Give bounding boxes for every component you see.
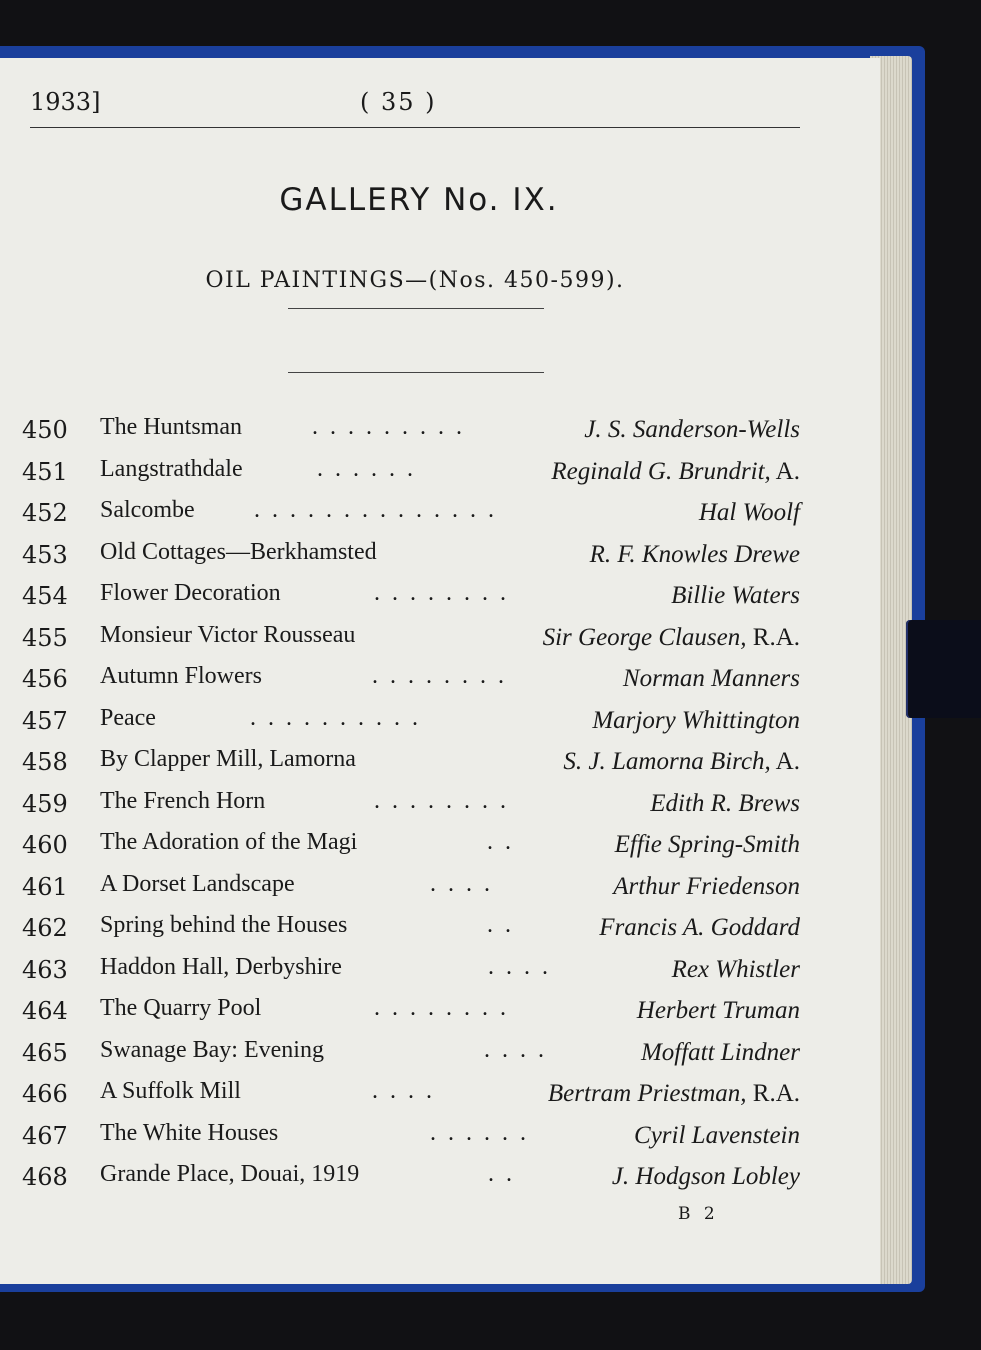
catalogue-list [22, 412, 800, 1201]
page-number: ( 35 ) [360, 88, 437, 116]
section-title: OIL PAINTINGS—(Nos. 450-599). [205, 268, 625, 293]
entry-number: 454 [22, 582, 68, 610]
entry-number: 458 [22, 748, 68, 776]
catalogue-entry [22, 993, 800, 1035]
entry-number: 467 [22, 1121, 68, 1150]
entry-artist [563, 748, 800, 776]
leader-dots: . . . . . . . . . [312, 414, 465, 440]
entry-artist [543, 624, 800, 652]
entry-number: 453 [22, 540, 68, 569]
artist-name: R. F. Knowles Drewe [589, 540, 800, 568]
entry-number: 463 [22, 955, 68, 984]
entry-artist [584, 416, 800, 444]
entry-title: Old Cottages—Berkhamsted [100, 538, 377, 565]
catalogue-entry [22, 744, 800, 786]
leader-dots: . . [487, 912, 514, 938]
entry-title: The Quarry Pool [100, 995, 262, 1021]
leader-dots: . . . . . . . . [374, 787, 509, 814]
entry-artist [634, 1122, 800, 1150]
entry-title: A Dorset Landscape [100, 870, 295, 897]
entry-title: The Huntsman [100, 414, 242, 440]
entry-number: 455 [22, 623, 68, 652]
entry-title: Grande Place, Douai, 1919 [100, 1161, 360, 1187]
entry-title: The White Houses [100, 1119, 279, 1146]
entry-title: The French Horn [100, 787, 266, 814]
leader-dots: . . . . . . [430, 1119, 529, 1146]
entry-artist [671, 582, 800, 610]
bookmark-ribbon [906, 620, 981, 718]
entry-number: 464 [22, 997, 68, 1025]
entry-number: 456 [22, 665, 68, 693]
artist-name: Herbert Truman [636, 997, 800, 1024]
entry-title: Spring behind the Houses [100, 912, 348, 938]
artist-name: Edith R. Brews [650, 789, 800, 817]
entry-title: Langstrathdale [100, 455, 243, 482]
entry-artist [615, 831, 800, 859]
catalogue-entry [22, 537, 800, 579]
catalogue-entry [22, 1159, 800, 1201]
entry-title: The Adoration of the Magi [100, 829, 358, 855]
entry-artist [672, 956, 800, 984]
artist-name: Marjory Whittington [592, 706, 800, 734]
artist-suffix: A. [770, 748, 800, 775]
gallery-title: GALLERY No. IX. [279, 182, 559, 218]
leader-dots: . . [487, 829, 514, 855]
entry-number: 465 [22, 1038, 68, 1067]
catalogue-entry [22, 1076, 800, 1118]
leader-dots: . . . . . . . . [374, 580, 509, 606]
artist-name: S. J. Lamorna Birch, [563, 748, 771, 775]
entry-number: 462 [22, 914, 68, 942]
catalogue-entry [22, 952, 800, 994]
entry-number: 457 [22, 706, 68, 735]
entry-number: 468 [22, 1163, 68, 1191]
entry-artist [623, 665, 800, 693]
entry-artist [641, 1039, 800, 1067]
catalogue-entry [22, 1035, 800, 1077]
header-year: 1933] [30, 88, 101, 116]
entry-artist [613, 873, 800, 901]
catalogue-entry [22, 703, 800, 745]
artist-name: Hal Woolf [698, 499, 800, 526]
leader-dots: . . . . [372, 1078, 435, 1104]
leader-dots: . . . . . . . . . . [250, 704, 421, 731]
entry-artist [699, 499, 800, 527]
entry-title: A Suffolk Mill [100, 1078, 241, 1104]
artist-name: J. Hodgson Lobley [611, 1163, 800, 1190]
title-rule-bottom [288, 372, 544, 373]
leader-dots: . . . . . . . . [372, 663, 507, 689]
entry-artist [590, 541, 800, 569]
entry-artist [599, 914, 800, 942]
entry-number: 461 [22, 872, 68, 901]
leader-dots: . . [488, 1161, 515, 1187]
entry-number: 450 [22, 416, 68, 444]
catalogue-entry [22, 412, 800, 454]
artist-suffix: R.A. [746, 623, 800, 651]
catalogue-entry [22, 869, 800, 911]
entry-title: Autumn Flowers [100, 663, 262, 689]
entry-number: 466 [22, 1080, 68, 1108]
catalogue-entry [22, 1118, 800, 1160]
catalogue-entry [22, 827, 800, 869]
leader-dots: . . . . . . [317, 455, 416, 482]
leader-dots: . . . . [430, 870, 493, 897]
artist-name: J. S. Sanderson-Wells [584, 416, 800, 443]
catalogue-entry [22, 578, 800, 620]
entry-title: Peace [100, 704, 156, 731]
entry-title: Haddon Hall, Derbyshire [100, 953, 342, 980]
entry-artist [637, 997, 800, 1025]
artist-suffix: A. [770, 457, 800, 485]
entry-artist [592, 707, 800, 735]
catalogue-entry [22, 495, 800, 537]
catalogue-entry [22, 786, 800, 828]
signature-mark: B 2 [678, 1204, 719, 1224]
artist-name: Sir George Clausen, [542, 623, 747, 651]
entry-title: Swanage Bay: Evening [100, 1036, 324, 1063]
artist-name: Francis A. Goddard [599, 914, 800, 941]
artist-name: Reginald G. Brundrit, [551, 457, 771, 485]
catalogue-entry [22, 910, 800, 952]
entry-number: 460 [22, 831, 68, 859]
title-rule-top [288, 308, 544, 309]
entry-title: Flower Decoration [100, 580, 281, 606]
artist-suffix: R.A. [746, 1080, 800, 1107]
leader-dots: . . . . . . . . . . . . . . [254, 497, 497, 523]
entry-title: Monsieur Victor Rousseau [100, 621, 356, 648]
leader-dots: . . . . . . . . [374, 995, 509, 1021]
entry-artist [548, 1080, 800, 1108]
artist-name: Rex Whistler [671, 955, 800, 983]
artist-name: Arthur Friedenson [613, 872, 800, 900]
entry-artist [551, 458, 800, 486]
artist-name: Bertram Priestman, [547, 1080, 747, 1107]
artist-name: Cyril Lavenstein [634, 1121, 800, 1149]
entry-number: 459 [22, 789, 68, 818]
artist-name: Moffatt Lindner [640, 1038, 800, 1066]
header-rule [30, 127, 800, 128]
entry-number: 451 [22, 457, 68, 486]
artist-name: Effie Spring-Smith [614, 831, 800, 858]
leader-dots: . . . . [488, 953, 551, 980]
entry-title: Salcombe [100, 497, 195, 523]
catalogue-entry [22, 620, 800, 662]
entry-number: 452 [22, 499, 68, 527]
artist-name: Billie Waters [671, 582, 800, 609]
entry-artist [650, 790, 800, 818]
entry-artist [612, 1163, 800, 1191]
leader-dots: . . . . [484, 1036, 547, 1063]
artist-name: Norman Manners [622, 665, 800, 692]
entry-title: By Clapper Mill, Lamorna [100, 746, 356, 772]
catalogue-entry [22, 661, 800, 703]
catalogue-entry [22, 454, 800, 496]
